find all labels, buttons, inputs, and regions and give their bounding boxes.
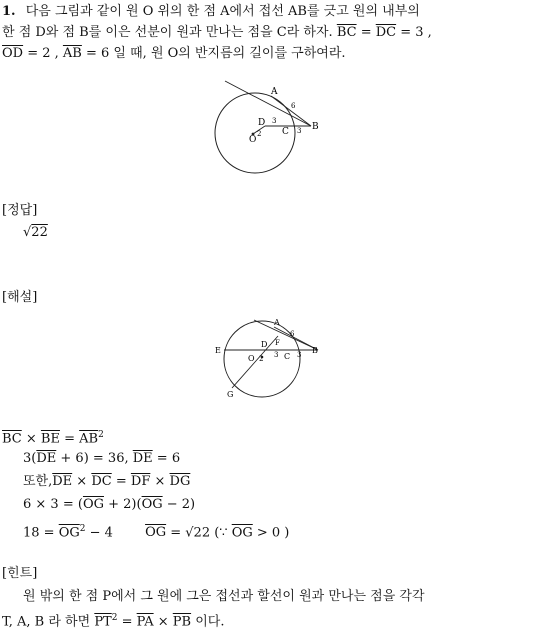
exponent: 2 — [111, 613, 118, 623]
equation-2 — [23, 451, 180, 467]
fig2-label-3a: 3 — [274, 351, 279, 359]
fig2-label-c: C — [284, 352, 291, 361]
hint-line-2 — [2, 610, 224, 630]
exponent: 2 — [79, 524, 86, 534]
segment-df: $\overline{DF}$ — [130, 474, 151, 489]
times-sign: × — [150, 474, 170, 489]
eq-text: 3( — [23, 451, 37, 466]
eq-text: + 2)( — [103, 497, 142, 512]
fig1-label-a: A — [271, 87, 278, 97]
radical-sign: √ — [23, 225, 32, 240]
fig2-label-3b: 3 — [297, 351, 302, 359]
figure-1 — [205, 78, 335, 178]
segment-de: $\overline{DE}$ — [132, 451, 153, 466]
segment-ab: $\overline{AB}$ — [62, 46, 82, 61]
hint-line-1: 원 밖의 한 점 P에서 그 원에 그은 접선과 할선이 원과 만나는 점을 각각 — [23, 589, 425, 604]
fig1-label-c: C — [282, 127, 289, 137]
equation-5 — [23, 521, 289, 541]
value-text: = 2 , — [23, 46, 63, 61]
fig2-label-a: A — [274, 318, 280, 327]
segment-pb: $\overline{PB}$ — [172, 614, 192, 630]
fig1-label-b: B — [312, 122, 319, 132]
equation-4 — [23, 497, 195, 513]
solution-heading: [해설] — [2, 290, 38, 305]
fig1-label-o: O — [249, 135, 257, 145]
segment-bc: $\overline{BC}$ — [2, 431, 22, 447]
eq-text: 6 × 3 = ( — [23, 497, 83, 512]
answer-value — [23, 225, 48, 241]
fig2-label-f: F — [275, 339, 280, 347]
hint-heading: [힌트] — [2, 566, 38, 581]
segment-pt: $\overline{PT}$ — [94, 614, 112, 630]
times-sign: × — [21, 431, 41, 447]
segment-og: $\overline{OG}$ — [145, 525, 167, 541]
answer-heading: [정답] — [2, 203, 38, 218]
hint-text: T, A, B 라 하면 — [2, 614, 95, 630]
problem-text-line3: = 6 일 때, 원 O의 반지름의 길이를 구하여라. — [81, 46, 346, 61]
segment-og: $\overline{OG}$ — [58, 525, 80, 541]
exponent: 2 — [98, 430, 104, 440]
fig2-label-o: O — [248, 354, 255, 363]
equation-3 — [23, 474, 190, 490]
problem-number: 1. — [2, 4, 16, 19]
equation-1 — [2, 427, 104, 447]
eq-text: = 6 — [152, 451, 181, 466]
radicand: 22 — [31, 225, 48, 240]
fig1-label-3a: 3 — [272, 117, 277, 125]
eq-text: > 0 ) — [252, 525, 290, 541]
segment-dg: $\overline{DG}$ — [169, 474, 191, 489]
eq-text: = √22 (∵ — [166, 525, 232, 541]
equals-sign: = — [117, 614, 137, 630]
equals-sign: = — [356, 25, 376, 40]
segment-pa: $\overline{PA}$ — [136, 614, 154, 630]
problem-text-line2: 한 점 D와 점 B를 이은 선분이 원과 만나는 점을 C라 하자. — [2, 25, 333, 40]
fig1-label-d: D — [258, 118, 266, 128]
segment-og: $\overline{OG}$ — [231, 525, 253, 541]
fig2-label-g: G — [227, 390, 234, 399]
fig2-label-2: 2 — [259, 355, 264, 363]
eq-text: + 6) = 36, — [56, 451, 133, 466]
figure-2 — [212, 314, 322, 404]
segment-dc: $\overline{DC}$ — [375, 25, 397, 40]
segment-og: $\overline{OG}$ — [141, 497, 163, 512]
segment-de: $\overline{DE}$ — [36, 451, 57, 466]
times-sign: × — [153, 614, 173, 630]
equals-sign: = — [111, 474, 131, 489]
fig1-label-6: 6 — [291, 102, 296, 110]
segment-de: $\overline{DE}$ — [52, 474, 73, 489]
fig2-label-e: E — [215, 346, 221, 355]
problem-text-line1: 다음 그림과 같이 원 O 위의 한 점 A에서 접선 AB를 긋고 원의 내부의 — [25, 4, 420, 19]
eq-text: 18 = — [23, 525, 59, 541]
segment-od: $\overline{OD}$ — [2, 46, 24, 61]
fig2-label-b: B — [312, 346, 318, 355]
fig2-label-6: 6 — [290, 330, 295, 338]
segment-dc: $\overline{DC}$ — [91, 474, 112, 489]
problem-line-3 — [2, 46, 346, 62]
fig1-label-2: 2 — [257, 130, 262, 138]
fig1-label-3b: 3 — [297, 127, 302, 135]
hint-text: 이다. — [191, 614, 225, 630]
segment-be: $\overline{BE}$ — [40, 431, 60, 447]
segment-ab: $\overline{AB}$ — [79, 431, 99, 447]
eq-text: 또한, — [23, 474, 53, 489]
value-text: = 3 , — [396, 25, 432, 40]
segment-og: $\overline{OG}$ — [82, 497, 104, 512]
segment-bc: $\overline{BC}$ — [336, 25, 357, 40]
times-sign: × — [72, 474, 92, 489]
equals-sign: = — [59, 431, 80, 447]
eq-text: − 2) — [162, 497, 196, 512]
eq-text: − 4 — [85, 525, 113, 541]
problem-line-1 — [2, 4, 420, 20]
problem-line-2 — [2, 25, 432, 41]
fig2-label-d: D — [261, 340, 268, 349]
